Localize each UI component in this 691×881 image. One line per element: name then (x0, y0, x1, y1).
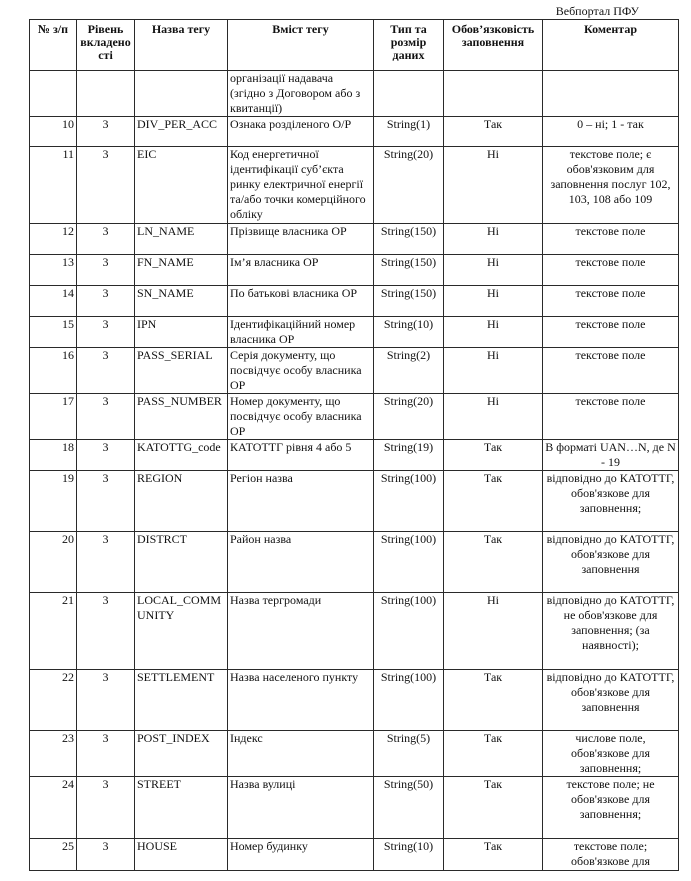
row-num: 15 (30, 317, 77, 348)
row-type: String(150) (374, 224, 444, 255)
row-type: String(100) (374, 593, 444, 670)
row-type: String(100) (374, 532, 444, 593)
row-required: Ні (444, 348, 543, 394)
row-comment: відповідно до КАТОТТГ, обов'язкове для заповнення (543, 532, 679, 593)
row-type: String(19) (374, 440, 444, 471)
table-row (30, 670, 679, 731)
row-content: КАТОТТГ рівня 4 або 5 (228, 440, 374, 471)
col-header-comment: Коментар (543, 20, 679, 71)
row-content: Ім’я власника ОР (228, 255, 374, 286)
row-content: Код енергетичної ідентифікації суб’єкта ринку електричної енергії та/або точки комерційного обліку (228, 147, 374, 224)
row-num: 16 (30, 348, 77, 394)
row-level: 3 (77, 731, 135, 777)
row-tag: FN_NAME (135, 255, 228, 286)
row-comment: текстове поле; не обов'язкове для заповнення; (543, 777, 679, 839)
row-content: Ознака розділеного О/Р (228, 117, 374, 147)
row-tag: IPN (135, 317, 228, 348)
row-type (374, 71, 444, 117)
row-tag: LOCAL_COMMUNITY (135, 593, 228, 670)
table-row (30, 286, 679, 317)
row-type: String(100) (374, 471, 444, 532)
row-content: Номер будинку (228, 839, 374, 871)
row-comment: текстове поле (543, 348, 679, 394)
row-num: 22 (30, 670, 77, 731)
page-header-portal: Вебпортал ПФУ (555, 4, 639, 18)
row-required: Ні (444, 317, 543, 348)
row-content: Регіон назва (228, 471, 374, 532)
row-num: 23 (30, 731, 77, 777)
table-row (30, 224, 679, 255)
row-tag: PASS_NUMBER (135, 394, 228, 440)
table-header-row (30, 20, 679, 71)
row-comment: текстове поле; є обов'язковим для заповнення послуг 102, 103, 108 або 109 (543, 147, 679, 224)
row-num (30, 71, 77, 117)
row-tag: LN_NAME (135, 224, 228, 255)
row-required: Так (444, 839, 543, 871)
row-level (77, 71, 135, 117)
table-row (30, 317, 679, 348)
row-comment: текстове поле (543, 394, 679, 440)
table-row (30, 777, 679, 839)
row-required: Так (444, 440, 543, 471)
col-header-num: № з/п (30, 20, 77, 71)
col-header-content: Вміст тегу (228, 20, 374, 71)
row-required: Ні (444, 255, 543, 286)
row-level: 3 (77, 839, 135, 871)
row-num: 25 (30, 839, 77, 871)
row-level: 3 (77, 348, 135, 394)
row-tag: DISTRCT (135, 532, 228, 593)
row-content: організації надавача (згідно з Договором або з квитанції) (228, 71, 374, 117)
row-level: 3 (77, 147, 135, 224)
row-required: Ні (444, 224, 543, 255)
row-num: 12 (30, 224, 77, 255)
tag-spec-table (29, 19, 679, 871)
row-tag: PASS_SERIAL (135, 348, 228, 394)
table-row (30, 839, 679, 871)
row-type: String(1) (374, 117, 444, 147)
row-type: String(2) (374, 348, 444, 394)
row-num: 19 (30, 471, 77, 532)
row-level: 3 (77, 593, 135, 670)
row-tag (135, 71, 228, 117)
row-content: По батькові власника ОР (228, 286, 374, 317)
row-required: Так (444, 777, 543, 839)
row-num: 20 (30, 532, 77, 593)
row-comment: текстове поле (543, 255, 679, 286)
row-content: Номер документу, що посвідчує особу власника ОР (228, 394, 374, 440)
row-required: Так (444, 670, 543, 731)
col-header-level: Рівень вкладеності (77, 20, 135, 71)
row-required: Так (444, 532, 543, 593)
row-level: 3 (77, 777, 135, 839)
row-num: 18 (30, 440, 77, 471)
row-required (444, 71, 543, 117)
row-tag: REGION (135, 471, 228, 532)
table-row (30, 348, 679, 394)
row-type: String(10) (374, 317, 444, 348)
table-row (30, 532, 679, 593)
row-content: Індекс (228, 731, 374, 777)
row-required: Так (444, 117, 543, 147)
table-row (30, 117, 679, 147)
row-comment: текстове поле (543, 317, 679, 348)
row-type: String(10) (374, 839, 444, 871)
row-comment: відповідно до КАТОТТГ, обов'язкове для заповнення; (543, 471, 679, 532)
row-required: Так (444, 731, 543, 777)
row-level: 3 (77, 670, 135, 731)
row-level: 3 (77, 255, 135, 286)
table-row (30, 440, 679, 471)
row-tag: SETTLEMENT (135, 670, 228, 731)
row-level: 3 (77, 471, 135, 532)
row-type: String(150) (374, 286, 444, 317)
row-level: 3 (77, 394, 135, 440)
row-level: 3 (77, 286, 135, 317)
row-type: String(20) (374, 394, 444, 440)
table-row (30, 471, 679, 532)
table-row (30, 593, 679, 670)
row-content: Назва тергромади (228, 593, 374, 670)
col-header-tag: Назва тегу (135, 20, 228, 71)
row-level: 3 (77, 317, 135, 348)
row-tag: DIV_PER_ACC (135, 117, 228, 147)
table-row (30, 255, 679, 286)
row-tag: POST_INDEX (135, 731, 228, 777)
row-type: String(100) (374, 670, 444, 731)
row-tag: SN_NAME (135, 286, 228, 317)
row-comment: відповідно до КАТОТТГ, не обов'язкове для заповнення; (за наявності); (543, 593, 679, 670)
row-tag: HOUSE (135, 839, 228, 871)
row-content: Назва вулиці (228, 777, 374, 839)
row-content: Прізвище власника ОР (228, 224, 374, 255)
table-row (30, 71, 679, 117)
row-required: Ні (444, 593, 543, 670)
row-content: Район назва (228, 532, 374, 593)
row-comment (543, 71, 679, 117)
row-level: 3 (77, 117, 135, 147)
row-num: 10 (30, 117, 77, 147)
row-required: Так (444, 471, 543, 532)
row-tag: STREET (135, 777, 228, 839)
row-comment: текстове поле (543, 286, 679, 317)
row-tag: KATOTTG_code (135, 440, 228, 471)
row-type: String(50) (374, 777, 444, 839)
table-row (30, 147, 679, 224)
row-required: Ні (444, 147, 543, 224)
row-num: 21 (30, 593, 77, 670)
row-comment: числове поле, обов'язкове для заповнення; (543, 731, 679, 777)
row-comment: текстове поле (543, 224, 679, 255)
row-required: Ні (444, 394, 543, 440)
row-type: String(5) (374, 731, 444, 777)
row-comment: В форматі UAN…N, де N - 19 (543, 440, 679, 471)
row-level: 3 (77, 440, 135, 471)
row-content: Серія документу, що посвідчує особу власника ОР (228, 348, 374, 394)
row-level: 3 (77, 532, 135, 593)
row-comment: 0 – ні; 1 - так (543, 117, 679, 147)
row-num: 14 (30, 286, 77, 317)
row-num: 13 (30, 255, 77, 286)
row-content: Назва населеного пункту (228, 670, 374, 731)
row-num: 24 (30, 777, 77, 839)
col-header-type: Тип та розмір даних (374, 20, 444, 71)
table-row (30, 731, 679, 777)
row-content: Ідентифікаційний номер власника ОР (228, 317, 374, 348)
row-comment: текстове поле; обов'язкове для (543, 839, 679, 871)
row-type: String(150) (374, 255, 444, 286)
row-tag: EIC (135, 147, 228, 224)
col-header-required: Обов’язковість заповнення (444, 20, 543, 71)
row-num: 17 (30, 394, 77, 440)
row-level: 3 (77, 224, 135, 255)
row-type: String(20) (374, 147, 444, 224)
row-comment: відповідно до КАТОТТГ, обов'язкове для заповнення (543, 670, 679, 731)
row-required: Ні (444, 286, 543, 317)
row-num: 11 (30, 147, 77, 224)
table-row (30, 394, 679, 440)
